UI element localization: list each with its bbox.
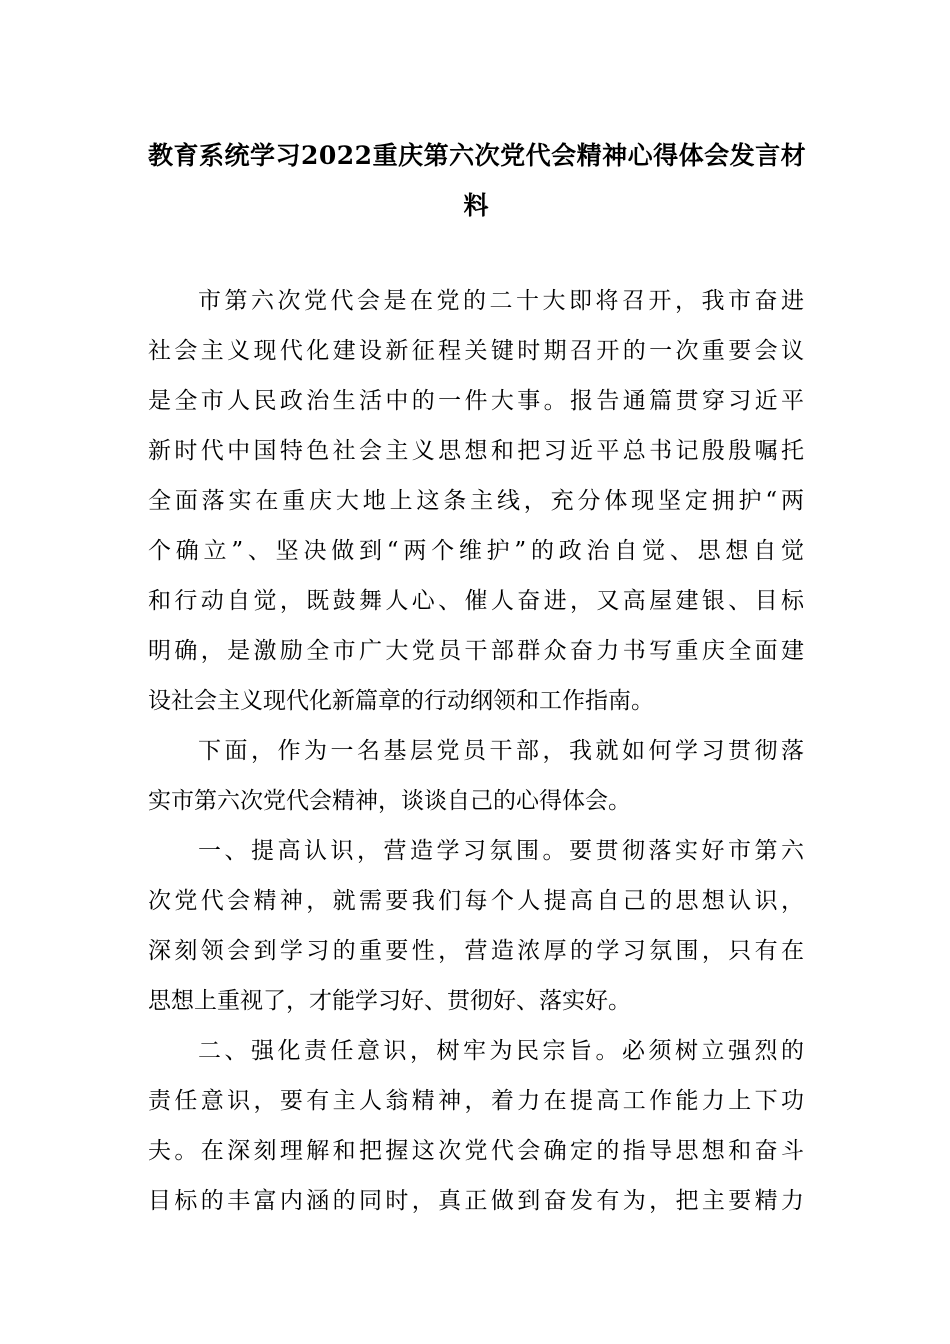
paragraph-line: 二、强化责任意识，树牢为民宗旨。必须树立强烈的 xyxy=(198,1038,804,1064)
document-title-line-1: 教育系统学习2022重庆第六次党代会精神心得体会发言材 xyxy=(148,141,807,170)
paragraph-line: 目标的丰富内涵的同时，真正做到奋发有为，把主要精力 xyxy=(148,1188,804,1214)
paragraph-line: 设社会主义现代化新篇章的行动纲领和工作指南。 xyxy=(148,688,654,714)
paragraph-line: 夫。在深刻理解和把握这次党代会确定的指导思想和奋斗 xyxy=(148,1138,804,1164)
paragraph-line: 责任意识，要有主人翁精神，着力在提高工作能力上下功 xyxy=(148,1088,804,1114)
paragraph-line: 是全市人民政治生活中的一件大事。报告通篇贯穿习近平 xyxy=(148,388,804,414)
paragraph-line: 下面，作为一名基层党员干部，我就如何学习贯彻落 xyxy=(198,738,804,764)
paragraph-line: 深刻领会到学习的重要性，营造浓厚的学习氛围，只有在 xyxy=(148,938,804,964)
paragraph-line: 个确立”、坚决做到“两个维护”的政治自觉、思想自觉 xyxy=(148,538,804,564)
paragraph-line: 市第六次党代会是在党的二十大即将召开，我市奋进 xyxy=(198,288,804,314)
paragraph-line: 全面落实在重庆大地上这条主线，充分体现坚定拥护“两 xyxy=(148,488,804,514)
paragraph-line: 思想上重视了，才能学习好、贯彻好、落实好。 xyxy=(148,988,631,1014)
document-title-line-2: 料 xyxy=(463,191,489,220)
paragraph-line: 明确，是激励全市广大党员干部群众奋力书写重庆全面建 xyxy=(148,638,804,664)
paragraph-line: 一、提高认识，营造学习氛围。要贯彻落实好市第六 xyxy=(198,838,804,864)
paragraph-line: 次党代会精神，就需要我们每个人提高自己的思想认识， xyxy=(148,888,804,914)
paragraph-line: 和行动自觉，既鼓舞人心、催人奋进，又高屋建银、目标 xyxy=(148,588,804,614)
paragraph-line: 社会主义现代化建设新征程关键时期召开的一次重要会议 xyxy=(148,338,804,364)
paragraph-line: 实市第六次党代会精神，谈谈自己的心得体会。 xyxy=(148,788,631,814)
paragraph-line: 新时代中国特色社会主义思想和把习近平总书记殷殷嘱托 xyxy=(148,438,804,464)
